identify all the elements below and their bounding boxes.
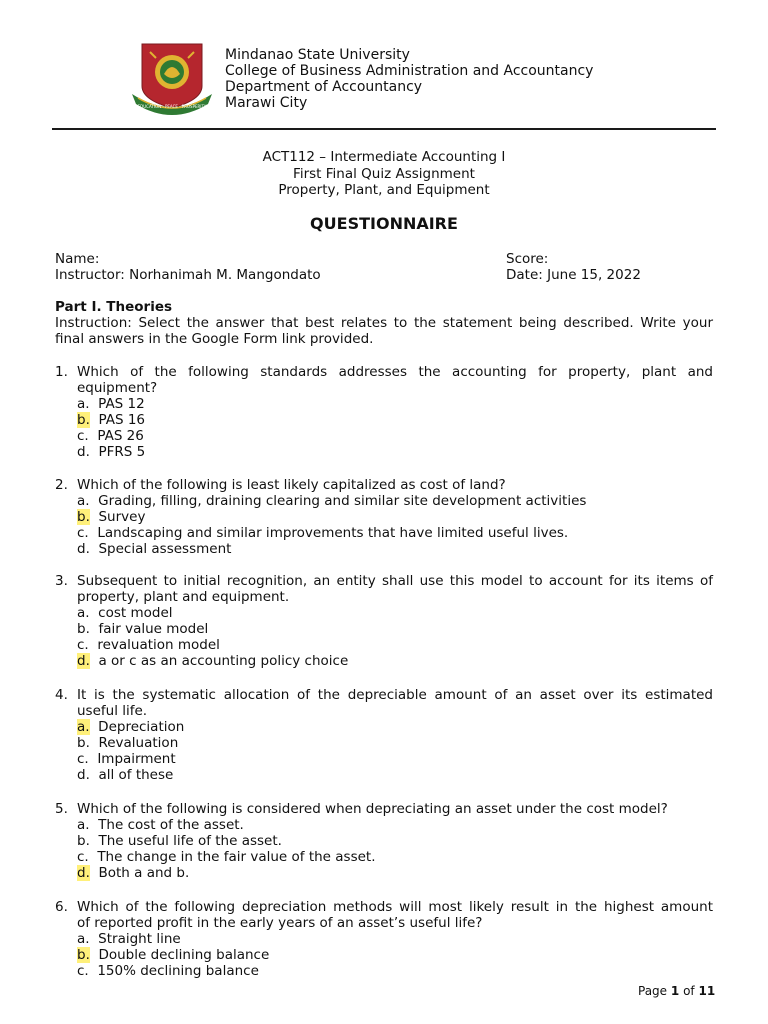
part-title: Part I. Theories bbox=[55, 299, 173, 315]
question-number: 4. bbox=[55, 687, 68, 703]
option-b bbox=[77, 833, 282, 849]
question-number: 6. bbox=[55, 899, 68, 915]
option-letter: b. bbox=[77, 621, 90, 637]
option-letter: b. bbox=[77, 833, 90, 849]
question-number: 2. bbox=[55, 477, 68, 493]
option-text: cost model bbox=[98, 605, 173, 621]
option-letter: c. bbox=[77, 963, 89, 979]
university-name: Mindanao State University bbox=[225, 47, 410, 63]
option-text: Depreciation bbox=[98, 719, 185, 735]
option-text: Impairment bbox=[97, 751, 176, 767]
of-word: of bbox=[683, 984, 695, 998]
option-a bbox=[77, 931, 181, 947]
option-text: Special assessment bbox=[98, 541, 232, 557]
option-text: PAS 26 bbox=[97, 428, 144, 444]
question-text-cont: equipment? bbox=[77, 380, 158, 396]
question-text: Which of the following depreciation methods will most likely result in the highest amount bbox=[77, 899, 713, 915]
option-a bbox=[77, 396, 145, 412]
question-text-cont: useful life. bbox=[77, 703, 148, 719]
option-letter-highlighted: b. bbox=[77, 412, 90, 428]
question-number: 3. bbox=[55, 573, 68, 589]
course-title: ACT112 – Intermediate Accounting I bbox=[262, 149, 506, 165]
option-letter: d. bbox=[77, 767, 90, 783]
score-label: Score: bbox=[506, 251, 549, 267]
option-text: all of these bbox=[98, 767, 174, 783]
option-text: Straight line bbox=[98, 931, 181, 947]
option-a bbox=[77, 817, 244, 833]
option-text: The cost of the asset. bbox=[98, 817, 244, 833]
option-c bbox=[77, 849, 376, 865]
option-letter: c. bbox=[77, 849, 89, 865]
assignment-title: First Final Quiz Assignment bbox=[293, 166, 475, 182]
option-c bbox=[77, 963, 259, 979]
option-text: Both a and b. bbox=[98, 865, 190, 881]
option-b bbox=[77, 735, 178, 751]
option-c bbox=[77, 637, 220, 653]
question-number: 5. bbox=[55, 801, 68, 817]
svg-text:EDUCATION · PEACE · PROSPERITY: EDUCATION · PEACE · PROSPERITY bbox=[137, 104, 207, 109]
question-text: It is the systematic allocation of the depreciable amount of an asset over its estimated bbox=[77, 687, 713, 703]
topic-title: Property, Plant, and Equipment bbox=[278, 182, 490, 198]
college-name: College of Business Administration and Accountancy bbox=[225, 63, 594, 79]
option-text: Double declining balance bbox=[98, 947, 270, 963]
option-letter: c. bbox=[77, 428, 89, 444]
page-title: QUESTIONNAIRE bbox=[310, 214, 458, 233]
option-text: Grading, filling, draining clearing and similar site development activities bbox=[98, 493, 587, 509]
option-c bbox=[77, 428, 144, 444]
option-letter-highlighted: a. bbox=[77, 719, 90, 735]
option-d bbox=[77, 767, 173, 783]
option-d bbox=[77, 541, 231, 557]
question-text-cont: of reported profit in the early years of an asset’s useful life? bbox=[77, 915, 483, 931]
option-a bbox=[77, 493, 586, 509]
city-name: Marawi City bbox=[225, 95, 308, 111]
option-letter: c. bbox=[77, 637, 89, 653]
page-number bbox=[638, 984, 715, 998]
question-text: Subsequent to initial recognition, an entity shall use this model to account for its items of bbox=[77, 573, 713, 589]
instructor-label: Instructor: Norhanimah M. Mangondato bbox=[55, 267, 321, 283]
option-b bbox=[77, 412, 145, 428]
option-a bbox=[77, 605, 173, 621]
option-letter: a. bbox=[77, 396, 90, 412]
name-label: Name: bbox=[55, 251, 100, 267]
option-text: PAS 16 bbox=[98, 412, 146, 428]
question-text: Which of the following standards addresses the accounting for property, plant and bbox=[77, 364, 713, 380]
option-d bbox=[77, 653, 348, 669]
option-letter: b. bbox=[77, 735, 90, 751]
option-text: fair value model bbox=[98, 621, 209, 637]
option-b bbox=[77, 509, 145, 525]
option-letter: a. bbox=[77, 493, 90, 509]
option-letter: c. bbox=[77, 751, 89, 767]
option-b bbox=[77, 947, 269, 963]
option-text: PFRS 5 bbox=[98, 444, 146, 460]
option-letter-highlighted: b. bbox=[77, 509, 90, 525]
header-divider bbox=[52, 128, 716, 130]
option-d bbox=[77, 444, 145, 460]
option-text: PAS 12 bbox=[98, 396, 145, 412]
option-c bbox=[77, 751, 176, 767]
question-text: Which of the following is least likely capitalized as cost of land? bbox=[77, 477, 506, 493]
option-letter-highlighted: d. bbox=[77, 865, 90, 881]
department-name: Department of Accountancy bbox=[225, 79, 423, 95]
option-text: Landscaping and similar improvements that have limited useful lives. bbox=[97, 525, 569, 541]
page-word: Page bbox=[638, 984, 668, 998]
option-letter: d. bbox=[77, 444, 90, 460]
option-letter: a. bbox=[77, 605, 90, 621]
date-label: Date: June 15, 2022 bbox=[506, 267, 641, 283]
total-pages: 11 bbox=[698, 984, 716, 998]
option-letter: a. bbox=[77, 817, 90, 833]
university-seal bbox=[130, 42, 214, 118]
option-letter: c. bbox=[77, 525, 89, 541]
part-instruction-line2: final answers in the Google Form link provided. bbox=[55, 331, 374, 347]
option-text: 150% declining balance bbox=[97, 963, 259, 979]
option-letter-highlighted: d. bbox=[77, 653, 90, 669]
option-text: Revaluation bbox=[98, 735, 179, 751]
option-text: revaluation model bbox=[97, 637, 220, 653]
option-letter-highlighted: b. bbox=[77, 947, 90, 963]
option-text: The useful life of the asset. bbox=[98, 833, 282, 849]
option-b bbox=[77, 621, 208, 637]
option-a bbox=[77, 719, 184, 735]
question-text-cont: property, plant and equipment. bbox=[77, 589, 290, 605]
option-text: a or c as an accounting policy choice bbox=[98, 653, 349, 669]
option-text: The change in the fair value of the asset. bbox=[97, 849, 376, 865]
question-text: Which of the following is considered when depreciating an asset under the cost model? bbox=[77, 801, 668, 817]
option-letter: d. bbox=[77, 541, 90, 557]
part-instruction-line1: Instruction: Select the answer that best relates to the statement being described. Write your bbox=[55, 315, 713, 331]
option-letter: a. bbox=[77, 931, 90, 947]
question-number: 1. bbox=[55, 364, 68, 380]
option-d bbox=[77, 865, 189, 881]
current-page: 1 bbox=[670, 984, 680, 998]
option-text: Survey bbox=[98, 509, 146, 525]
option-c bbox=[77, 525, 568, 541]
